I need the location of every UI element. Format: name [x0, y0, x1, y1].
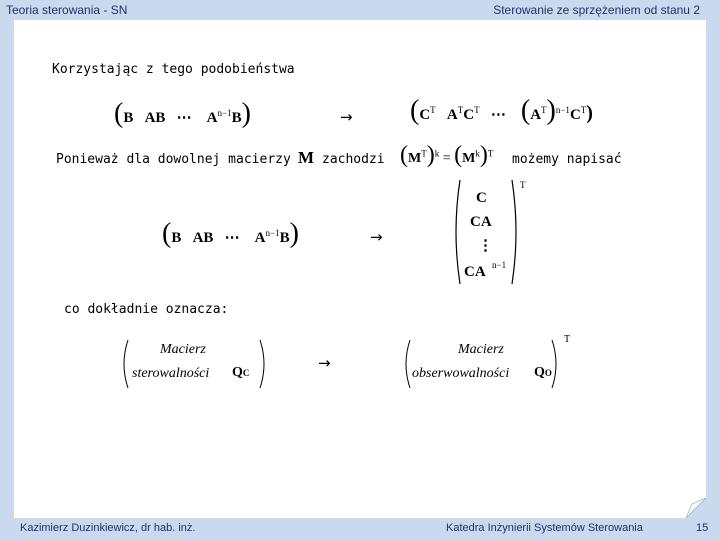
- symbol-qo: QO: [534, 365, 552, 380]
- svg-text:T: T: [520, 180, 526, 190]
- formula-controllability-matrix-2: (B AB ⋯ $A^{n-1}B$): [162, 218, 299, 249]
- transpose-symbol: T: [564, 334, 571, 345]
- footer-author: Kazimierz Duzinkiewicz, dr hab. inż.: [20, 522, 196, 534]
- svg-text:CA: CA: [464, 264, 486, 280]
- page-number: 15: [696, 522, 709, 534]
- page-curl-icon: [686, 498, 706, 518]
- text-line-2-pre: Ponieważ dla dowolnej macierzy: [56, 152, 291, 167]
- symbol-matrix-m: M: [298, 148, 315, 167]
- label-matrix-bottom-right: obserwowalności: [412, 366, 510, 381]
- svg-text:C: C: [476, 190, 487, 206]
- slide-header-left: Teoria sterowania - SN: [6, 3, 128, 17]
- svg-text:n−1: n−1: [492, 260, 507, 270]
- observability-matrix-column: [450, 176, 530, 288]
- formula-transposed-observability: ($C^T$ $A^TC^T$ ⋯ $(A^T)^{n-1}C^T$): [410, 95, 593, 126]
- svg-text:⋮: ⋮: [478, 238, 493, 254]
- arrow-icon: →: [370, 228, 383, 246]
- formula-transpose-power: $(M^T)^k = (M^k)^T$: [400, 142, 494, 168]
- svg-text:CA: CA: [470, 214, 492, 230]
- arrow-icon: →: [318, 354, 331, 372]
- text-line-2-mid: zachodzi: [322, 152, 385, 167]
- label-matrix-bottom-left: sterowalności: [132, 366, 210, 381]
- symbol-qc: QC: [232, 365, 250, 380]
- footer-department: Katedra Inżynierii Systemów Sterowania: [446, 522, 643, 534]
- arrow-icon: →: [340, 108, 353, 126]
- slide-content: [14, 20, 706, 518]
- text-line-2-post: możemy napisać: [512, 152, 622, 167]
- slide-header-right: Sterowanie ze sprzężeniem od stanu 2: [493, 3, 700, 17]
- formula-controllability-matrix: (B AB ⋯ $A^{n-1}B$): [114, 98, 251, 129]
- label-matrix-top-left: Macierz: [160, 342, 206, 357]
- label-matrix-top-right: Macierz: [458, 342, 504, 357]
- text-line-1: Korzystając z tego podobieństwa: [52, 62, 295, 77]
- text-line-3: co dokładnie oznacza:: [64, 302, 229, 317]
